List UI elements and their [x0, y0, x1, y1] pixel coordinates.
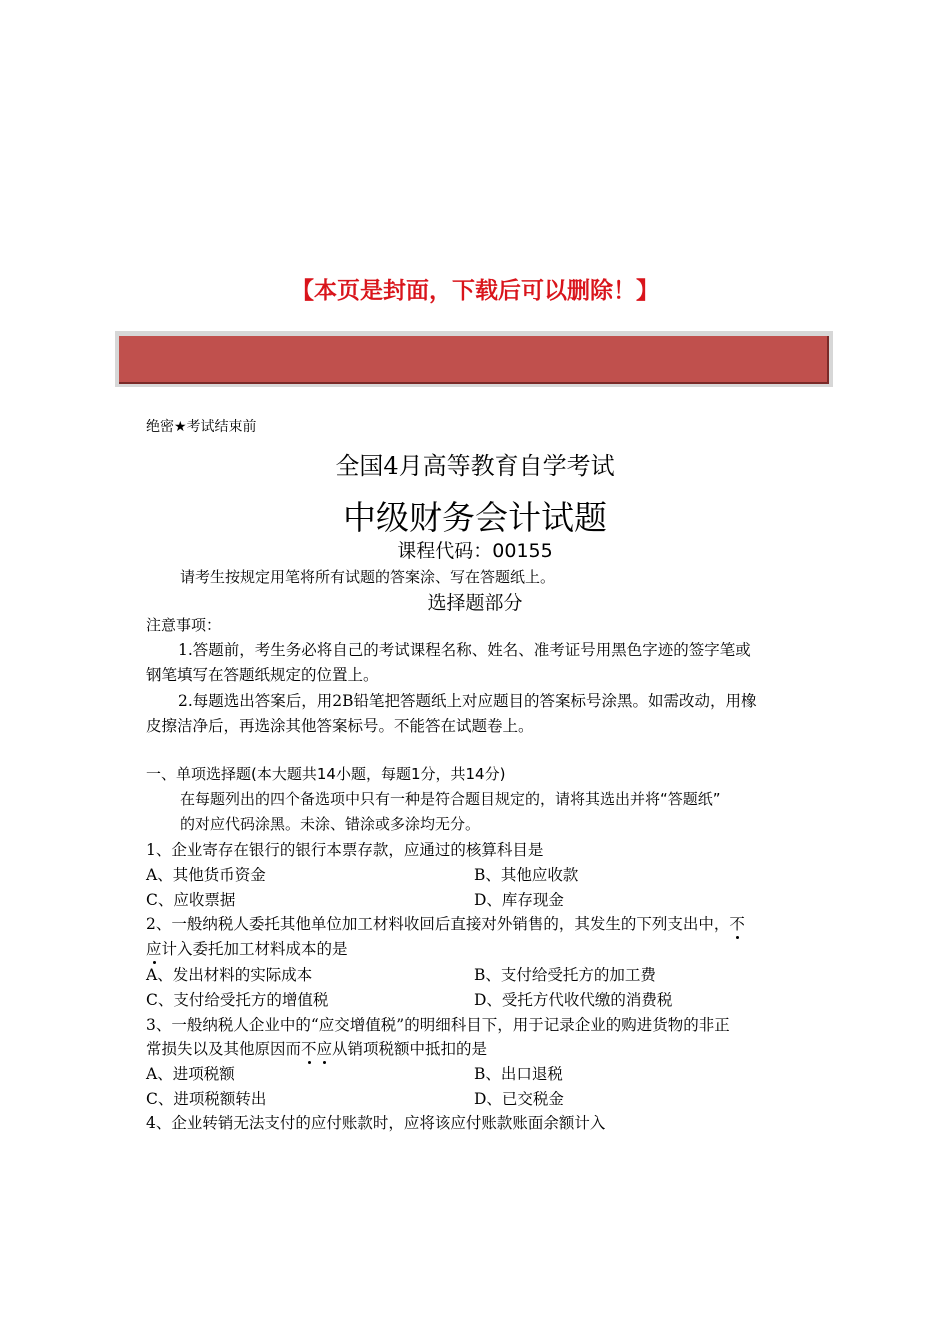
question-3-stem-text: 从销项税额中抵扣的是 [332, 1040, 488, 1058]
notice-item1-line1: 1.答题前，考生务必将自己的考试课程名称、姓名、准考证号用黑色字迹的签字笔或 [178, 641, 751, 659]
section-part-title: 选择题部分 [427, 592, 523, 614]
question-3-stem-line2 [146, 1037, 487, 1059]
question-3-stem-text: 常损失以及其他原因而 [146, 1040, 302, 1058]
notice-item2-line2: 皮擦洁净后，再选涂其他答案标号。不能答在试题卷上。 [146, 717, 534, 735]
question-3-option-a: A、进项税额 [146, 1065, 235, 1083]
question-1-option-a: A、其他货币资金 [146, 866, 266, 884]
question-2-stem-line1 [146, 912, 745, 934]
question-1-stem: 1、企业寄存在银行的银行本票存款，应通过的核算科目是 [146, 841, 544, 859]
secret-mark: 绝密★考试结束前 [146, 419, 257, 435]
question-3-option-b: B、出口退税 [474, 1065, 563, 1083]
question-2-option-c: C、支付给受托方的增值税 [146, 991, 329, 1009]
section1-heading: 一、单项选择题(本大题共14小题，每题1分，共14分) [146, 765, 506, 783]
question-3-option-d: D、已交税金 [474, 1090, 564, 1108]
question-3-option-c: C、进项税额转出 [146, 1090, 267, 1108]
red-banner [119, 336, 829, 384]
paper-title: 中级财务会计试题 [343, 498, 607, 537]
emphasis-mark: 应 [146, 937, 162, 959]
instruction: 请考生按规定用笔将所有试题的答案涂、写在答题纸上。 [180, 568, 556, 586]
question-4-stem: 4、企业转销无法支付的应付账款时，应将该应付账款账面余额计入 [146, 1114, 606, 1132]
course-code: 课程代码：00155 [397, 540, 553, 562]
section1-desc-line2: 的对应代码涂黑。未涂、错涂或多涂均无分。 [180, 815, 481, 833]
question-1-option-d: D、库存现金 [474, 891, 564, 909]
notice-item2-line1: 2.每题选出答案后，用2B铅笔把答题纸上对应题目的答案标号涂黑。如需改动，用橡 [178, 692, 757, 710]
section1-desc-line1: 在每题列出的四个备选项中只有一种是符合题目规定的，请将其选出并将“答题纸” [180, 790, 721, 808]
question-2-option-d: D、受托方代收代缴的消费税 [474, 991, 673, 1009]
question-2-option-b: B、支付给受托方的加工费 [474, 966, 656, 984]
question-2-stem-text: 计入委托加工材料成本的是 [161, 940, 348, 958]
notice-heading: 注意事项： [146, 616, 222, 634]
emphasis-mark: 不 [729, 912, 745, 934]
question-1-option-b: B、其他应收款 [474, 866, 579, 884]
cover-note: 【本页是封面，下载后可以删除！】 [291, 278, 659, 304]
emphasis-mark: 应 [317, 1037, 333, 1059]
question-3-stem-line1: 3、一般纳税人企业中的“应交增值税”的明细科目下，用于记录企业的购进货物的非正 [146, 1016, 730, 1034]
question-1-option-c: C、应收票据 [146, 891, 236, 909]
question-2-stem-line2 [146, 937, 348, 959]
emphasis-mark: 不 [301, 1037, 317, 1059]
notice-item1-line2: 钢笔填写在答题纸规定的位置上。 [146, 666, 379, 684]
question-2-stem-text: 2、一般纳税人委托其他单位加工材料收回后直接对外销售的，其发生的下列支出中， [146, 915, 730, 933]
question-2-option-a: A、发出材料的实际成本 [146, 966, 313, 984]
exam-title: 全国4月高等教育自学考试 [335, 452, 615, 480]
